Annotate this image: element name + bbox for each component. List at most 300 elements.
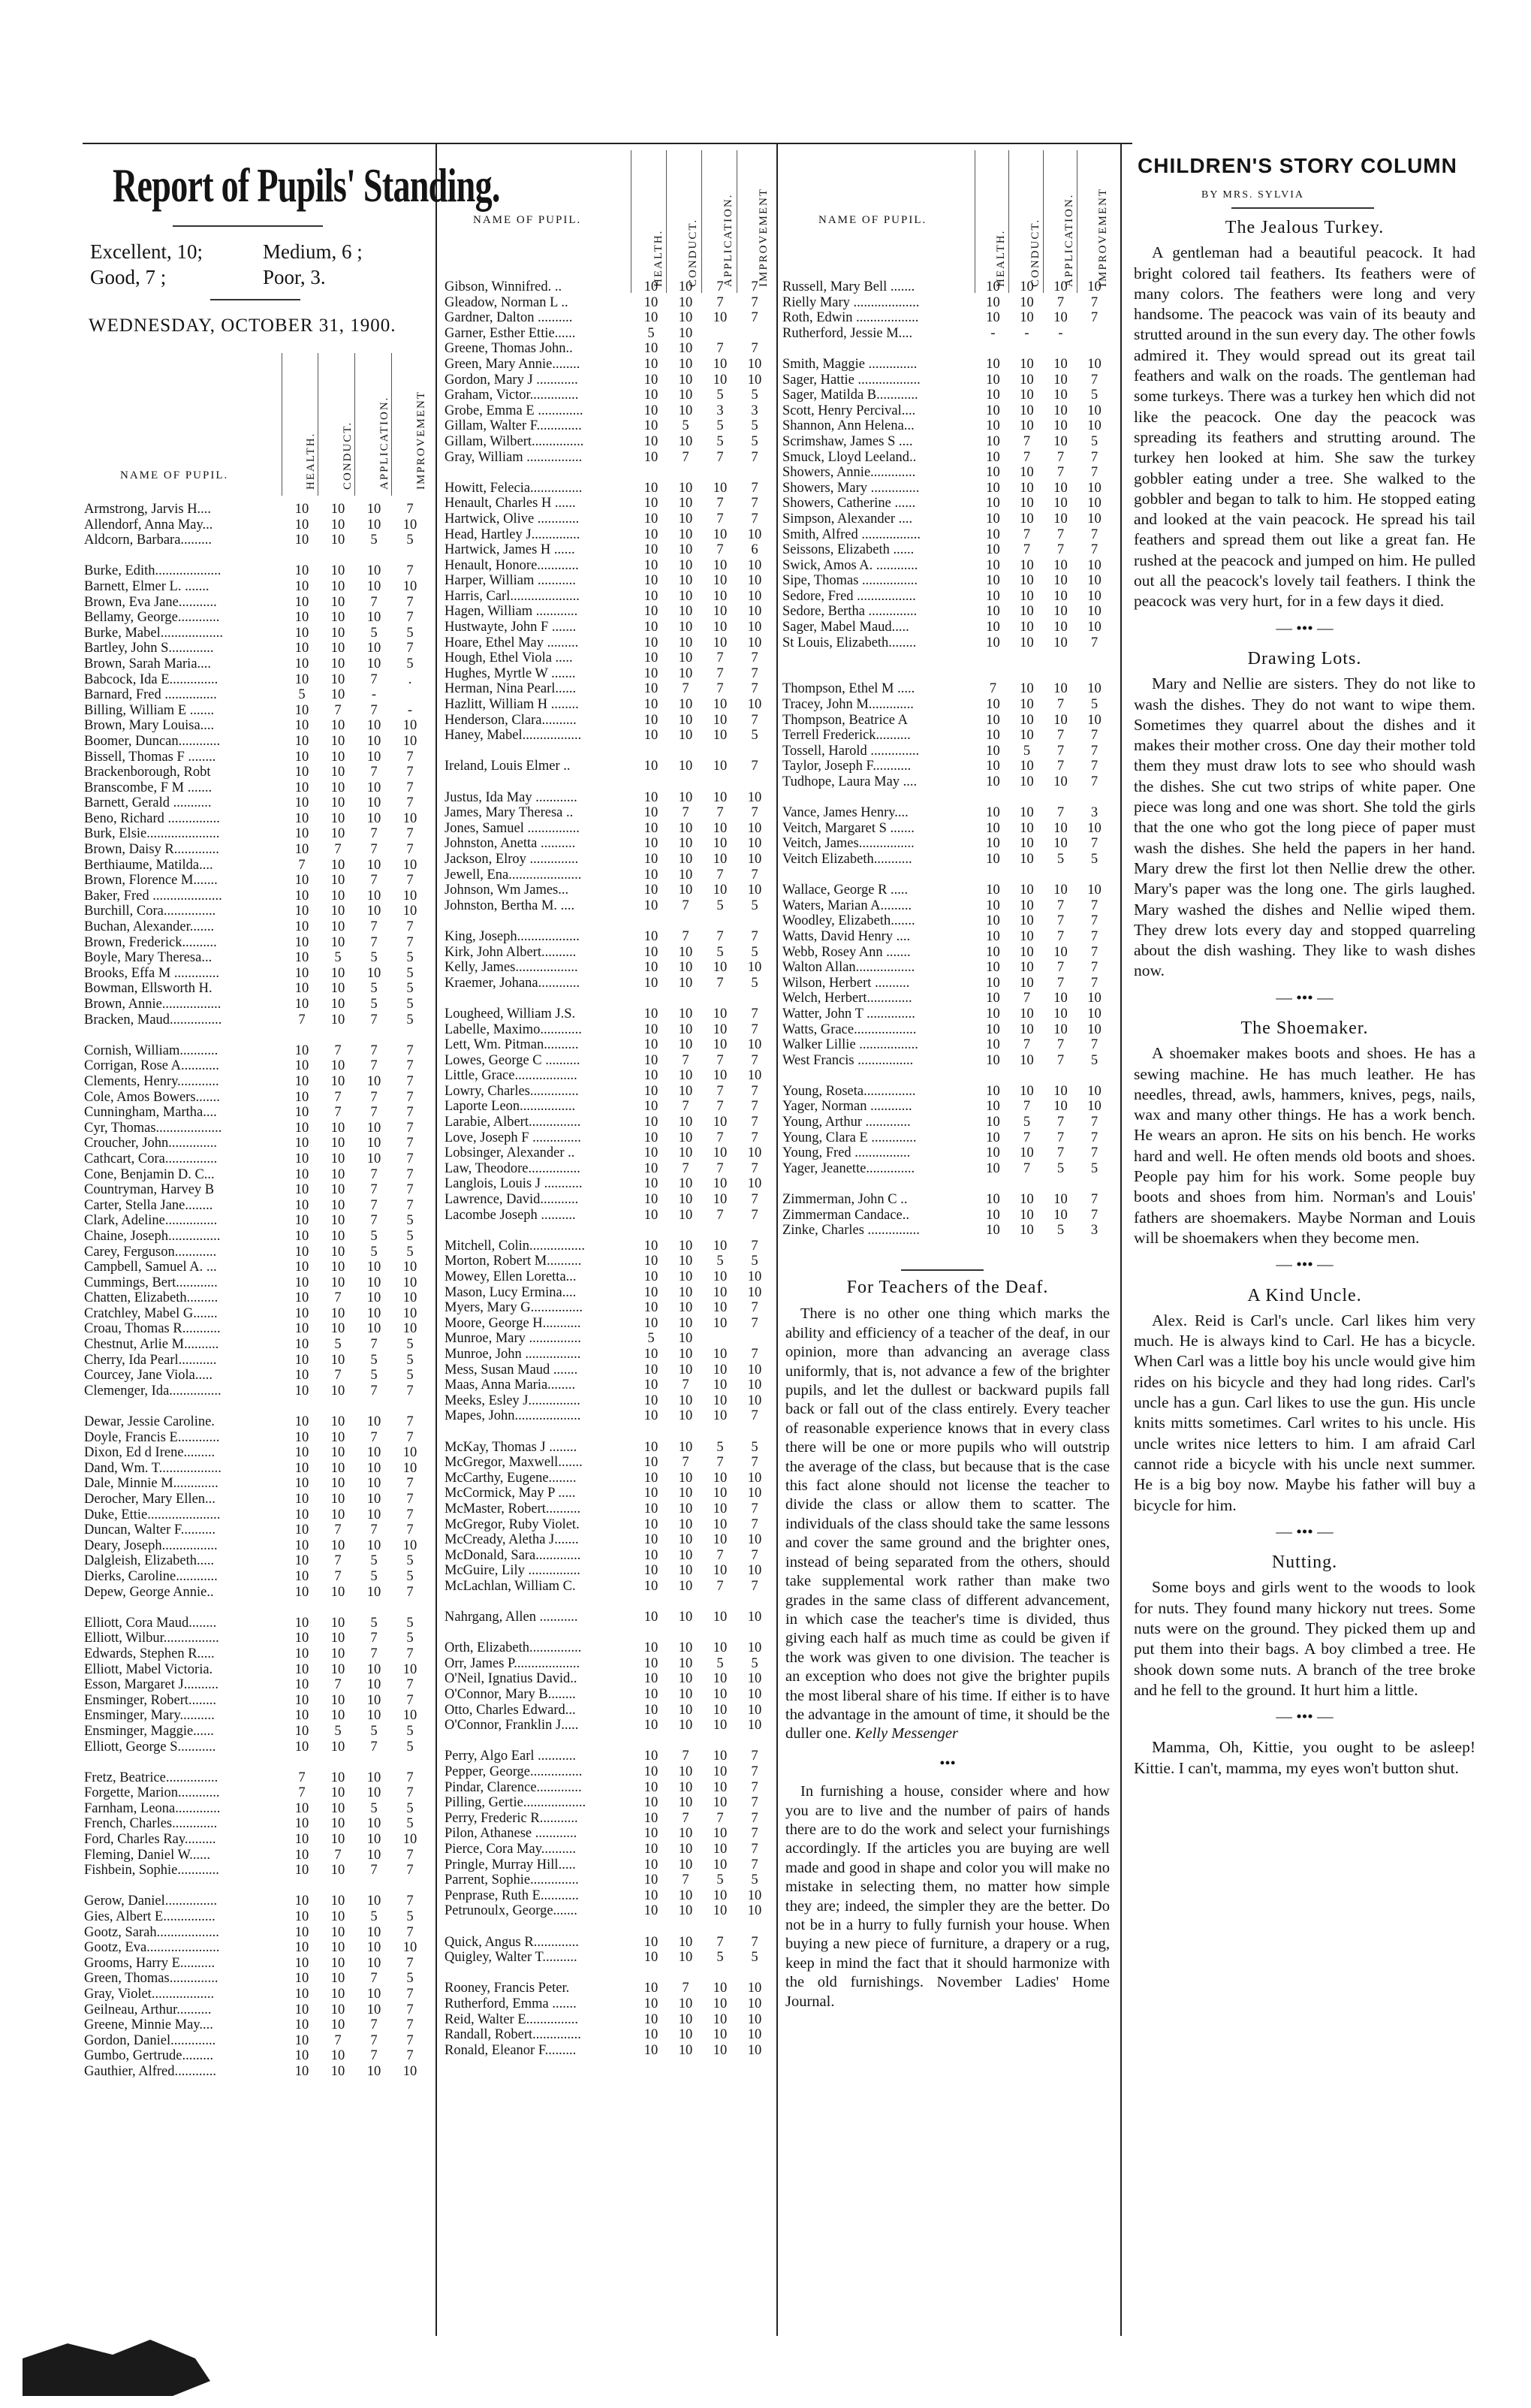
pupil-name: Gibson, Winnifred. .. [445,279,562,294]
conduct-score: 10 [678,883,693,898]
improvement-score: 7 [406,641,414,656]
health-score: 7 [298,1785,306,1801]
pupil-row [84,641,431,656]
application-score: 10 [366,904,381,919]
conduct-score: 10 [330,749,345,765]
application-score: 7 [1056,975,1065,991]
application-score: 7 [1056,743,1065,759]
improvement-score: 7 [751,1099,758,1115]
conduct-score: 5 [334,1337,342,1353]
pupil-name: Hough, Ethel Viola ..... [445,650,573,666]
health-score: 10 [643,604,659,620]
conduct-score: 10 [678,1547,693,1563]
improvement-score: 7 [751,341,758,357]
pupil-name: Otto, Charles Edward... [445,1702,576,1718]
application-score: 10 [1053,388,1068,403]
health-score: 10 [643,1254,659,1269]
row-gap [782,1068,1113,1084]
pupil-name: Dixon, Ed d Irene......... [84,1445,215,1461]
pupil-name: Clark, Adeline............... [84,1213,218,1229]
pupil-row [782,465,1113,481]
application-score: 10 [366,1816,381,1832]
improvement-score: 10 [747,836,762,852]
pupil-row [84,1136,431,1151]
application-score: 10 [713,1532,728,1548]
conduct-score: 5 [1023,1115,1031,1130]
application-score: 5 [716,388,724,403]
improvement-score: 5 [406,1800,414,1816]
health-score: 10 [294,842,309,858]
improvement-score: 10 [747,620,762,635]
pupil-row [445,1347,775,1362]
health-score: 10 [294,563,309,579]
conduct-score: 10 [1020,388,1034,403]
health-score: 10 [986,1115,1000,1130]
improvement-score: 10 [747,1671,762,1687]
application-score: 7 [716,1130,724,1145]
conduct-score: 10 [330,1058,345,1074]
pupil-row [782,1022,1113,1038]
pupil-row [84,579,431,595]
health-score: 10 [643,2027,659,2043]
pupil-name: McLachlan, William C. [445,1578,576,1594]
application-score: 7 [370,1105,378,1121]
pupil-row [84,626,431,641]
application-score: 7 [370,1739,378,1755]
improvement-score: 7 [1090,913,1099,929]
pupil-row [445,295,775,311]
teachers-article-title: For Teachers of the Deaf. [846,1278,1049,1297]
conduct-score: 10 [330,1120,345,1136]
improvement-score: 5 [406,1723,414,1739]
pupil-row [445,713,775,729]
application-score: 7 [1056,960,1065,976]
pupil-name: Chaine, Joseph............... [84,1228,221,1244]
health-score: 10 [643,1115,659,1130]
conduct-score: 10 [678,1470,693,1486]
application-score: 5 [716,1254,724,1269]
application-score: 7 [370,1646,378,1661]
conduct-score: 10 [1020,635,1034,650]
health-score: 10 [643,542,659,558]
application-score: 10 [713,759,728,774]
health-score: 10 [294,1507,309,1522]
improvement-score [1077,326,1111,342]
improvement-score: 7 [751,1006,758,1021]
pupil-name: King, Joseph.................. [445,928,580,944]
application-score: 7 [716,1578,724,1594]
health-score: 10 [643,1718,659,1734]
pupil-row [445,1362,775,1378]
pupil-name: McGuire, Lily ............... [445,1563,580,1579]
improvement-score: 10 [1087,279,1102,294]
improvement-score: 7 [406,1863,414,1878]
conduct-score: 10 [1020,1145,1034,1161]
improvement-score: 7 [406,1414,414,1430]
health-score: 10 [643,1238,659,1254]
application-score: 10 [366,1492,381,1507]
pupil-name: Veitch, James................ [782,836,915,852]
pupil-row [445,1084,775,1100]
improvement-score: . [408,671,412,687]
conduct-score: 7 [682,1052,689,1068]
pupil-row [445,681,775,697]
health-score: 10 [294,1615,309,1631]
health-score: 10 [643,1640,659,1656]
pupil-row [84,1476,431,1492]
pupil-name: Cyr, Thomas................... [84,1120,222,1136]
pupil-name: Thompson, Beatrice A [782,712,908,728]
conduct-score: 10 [678,635,693,650]
pupil-row [445,1842,775,1857]
pupil-name: McGregor, Ruby Violet. [445,1516,580,1532]
row-gap [84,1878,431,1894]
improvement-score: 10 [402,718,417,734]
health-score: 10 [294,1677,309,1693]
improvement-score: 10 [1087,356,1102,372]
pupil-name: Farnham, Leona............. [84,1800,221,1816]
pupil-name: Petrunoulx, George....... [445,1903,577,1919]
conduct-score: 10 [330,1940,345,1956]
improvement-score: 10 [1087,557,1102,573]
story-article [1134,1553,1475,1727]
pupil-name: Courcey, Jane Viola..... [84,1368,212,1384]
pupil-row [445,1996,775,2012]
improvement-score: 7 [751,1795,758,1811]
pupil-name: Burchill, Cora............... [84,904,216,919]
improvement-score: 10 [747,2011,762,2027]
improvement-score: 7 [406,1677,414,1693]
improvement-score: 7 [406,2048,414,2064]
conduct-score: 7 [682,1872,689,1888]
pupil-row [782,883,1113,898]
conduct-score: 10 [330,765,345,780]
conduct-score: 10 [330,1305,345,1321]
conduct-score: 10 [330,1321,345,1337]
pupil-name: McCarthy, Eugene........ [445,1470,577,1486]
improvement-score: 7 [1090,743,1099,759]
pupil-name: Dale, Minnie M............. [84,1476,218,1492]
conduct-score: 10 [1020,620,1034,635]
improvement-score: 5 [751,728,758,744]
improvement-score: 10 [747,960,762,976]
health-score: 10 [643,1130,659,1145]
improvement-score: 7 [1090,928,1099,944]
conduct-score: 10 [678,372,693,388]
conduct-score: 10 [678,1795,693,1811]
pupil-name: Dand, Wm. T.................. [84,1460,222,1476]
health-score: 10 [294,625,309,641]
pupil-name: Cole, Amos Bowers....... [84,1089,220,1105]
pupil-row [782,496,1113,511]
pupil-name: Vance, James Henry.... [782,805,909,821]
conduct-score: 10 [1020,975,1034,991]
pupil-row [782,357,1113,373]
application-score: 10 [1053,681,1068,697]
application-score: 7 [716,650,724,666]
improvement-score: 10 [747,1068,762,1084]
pupil-name: Lougheed, William J.S. [445,1006,576,1021]
health-score: 10 [294,1476,309,1492]
conduct-score: 7 [682,1810,689,1826]
application-score: 7 [716,681,724,697]
application-score: 10 [713,1145,728,1161]
pupil-name: Geilneau, Arthur.......... [84,2002,212,2017]
pupil-row [445,1718,775,1734]
pupil-row [445,1115,775,1130]
story-article-body: Alex. Reid is Carl's uncle. Carl likes him very much. He is always kind to Carl. He has a bicycle. When Carl was a little boy his uncle would give him rides on his bicycle and they had long rides. Carl's uncle has a gun. Carl likes to use the gun. His uncle knits mitts sometimes. Carl writes to his uncle. His uncle writes nice letters to him. I am afraid Carl cannot ride a bicycle with his uncle next summer. He is a big boy now. Maybe his father will buy a bicycle for him. [1134,1311,1475,1514]
health-score: 10 [643,1160,659,1176]
application-score: 10 [1053,1083,1068,1099]
application-score: 10 [713,635,728,650]
pupil-row [84,1492,431,1507]
health-score: 10 [294,1537,309,1553]
application-score: 10 [713,1300,728,1316]
improvement-score: 10 [747,1037,762,1053]
conduct-score: 10 [678,1702,693,1718]
application-score: 10 [1053,991,1068,1006]
pupil-name: Elliott, Cora Maud........ [84,1615,217,1631]
conduct-score: 7 [682,1160,689,1176]
improvement-score: 10 [747,557,762,573]
conduct-score: 10 [330,1507,345,1522]
improvement-score: 5 [406,1228,414,1244]
pupil-row [782,1053,1113,1069]
improvement-score: 7 [406,919,414,935]
pupil-row [84,2033,431,2049]
health-score: 10 [294,533,309,548]
row-gap [782,1176,1113,1192]
health-score: 10 [643,1393,659,1408]
pupil-row [782,573,1113,589]
conduct-score: 10 [330,857,345,873]
pupil-name: Pepper, George............... [445,1764,583,1779]
health-score: 10 [643,279,659,294]
health-score: 10 [643,1052,659,1068]
conduct-score: 10 [678,1764,693,1779]
pupil-row [782,929,1113,945]
row-gap [782,790,1113,806]
conduct-score: 10 [330,1414,345,1430]
header-health: HEALTH. [652,229,665,287]
health-score: 10 [643,1749,659,1764]
conduct-score: 10 [1020,403,1034,418]
pupil-row [445,1269,775,1285]
pupil-row [84,935,431,951]
pupil-name: Russell, Mary Bell ....... [782,279,915,294]
health-score: 10 [643,1887,659,1903]
pupil-name: Head, Hartley J.............. [445,527,580,542]
pupil-row [782,1037,1113,1053]
health-score: 10 [294,1909,309,1925]
pupil-name: Labelle, Maximo............ [445,1021,582,1037]
conduct-score: 10 [1020,511,1034,527]
application-score: 10 [713,2027,728,2043]
pupil-row [782,1208,1113,1224]
health-score: 10 [643,573,659,589]
pupil-name: Lowry, Charles.............. [445,1083,579,1099]
row-gap [445,1919,775,1935]
pupil-name: Elliott, George S........... [84,1739,216,1755]
health-score: 10 [294,1043,309,1058]
pupil-name: Munroe, John ................ [445,1346,581,1362]
application-score: 10 [713,620,728,635]
application-score: 10 [713,960,728,976]
pupil-name: Orth, Elizabeth............... [445,1640,582,1656]
pupil-name: Brown, Annie................. [84,997,222,1012]
health-score: 10 [294,1924,309,1940]
conduct-score: 10 [330,1476,345,1492]
pupil-name: Quigley, Walter T.......... [445,1950,577,1966]
conduct-score: 7 [682,805,689,821]
conduct-score: 7 [334,1043,342,1058]
health-score: 10 [643,1826,659,1842]
table-header [83,353,429,496]
conduct-score: 10 [330,1800,345,1816]
application-score: 10 [1053,604,1068,620]
conduct-score: 7 [334,1290,342,1306]
pupil-name: Rooney, Francis Peter. [445,1981,570,1996]
pupil-row [782,713,1113,729]
improvement-score: 10 [1087,480,1102,496]
application-score: 3 [716,403,724,418]
health-score: 10 [986,805,1000,821]
health-score: 10 [294,1260,309,1275]
application-score: 7 [370,1522,378,1538]
health-score: 10 [986,449,1000,465]
health-score: 10 [294,1058,309,1074]
pupil-row [445,1687,775,1703]
story-article-title: The Shoemaker. [1240,1018,1369,1038]
improvement-score: 10 [747,1610,762,1625]
improvement-score: 7 [1090,372,1099,388]
pupil-name: Dalgleish, Elizabeth..... [84,1553,215,1569]
pupil-name: Hartwick, Olive ............ [445,511,580,527]
conduct-score: 7 [682,1981,689,1996]
pupil-row [445,1656,775,1672]
health-score: 10 [643,1021,659,1037]
pupil-name: Howitt, Felecia............... [445,480,583,496]
improvement-score: 7 [406,749,414,765]
application-score: 7 [370,765,378,780]
application-score: 7 [716,1934,724,1950]
pupil-name: Brown, Florence M....... [84,873,218,889]
application-score: 10 [713,573,728,589]
pupil-row [445,635,775,651]
health-score: 10 [294,1863,309,1878]
health-score: - [990,325,996,341]
improvement-score: 10 [747,635,762,650]
application-score: 7 [716,1099,724,1115]
application-score: 10 [1053,356,1068,372]
header-health: HEALTH. [995,229,1007,287]
application-score: 7 [370,1383,378,1399]
health-score: 10 [986,1192,1000,1208]
improvement-score: 5 [406,1971,414,1987]
conduct-score: 10 [678,1331,693,1347]
improvement-score: 5 [751,1254,758,1269]
pupil-name: Pindar, Clarence............. [445,1779,582,1795]
pupil-name: Rutherford, Jessie M.... [782,325,913,341]
improvement-score: 7 [406,1105,414,1121]
conduct-score: 10 [330,965,345,981]
pupil-name: Gootz, Eva..................... [84,1940,220,1956]
application-score: 7 [1056,928,1065,944]
health-score: 10 [294,1275,309,1290]
article-separator: — ••• — [1276,618,1334,637]
improvement-score: - [407,702,413,718]
health-score: 10 [986,820,1000,836]
conduct-score: 10 [678,480,693,496]
conduct-score: 10 [330,1770,345,1785]
improvement-score: 7 [406,780,414,795]
health-score: 10 [643,805,659,821]
pupil-row [84,656,431,672]
pupil-name: Veitch, Margaret S ....... [782,820,915,836]
improvement-score: 7 [751,1315,758,1331]
health-score: 10 [294,1120,309,1136]
pupil-name: Clements, Henry............ [84,1073,219,1089]
pupil-name: Bellamy, George............ [84,610,220,626]
health-score: 10 [643,697,659,713]
health-score: 10 [643,789,659,805]
pupil-name: St Louis, Elizabeth........ [782,635,917,650]
health-score: 10 [294,1151,309,1166]
pupil-name: Aldcorn, Barbara......... [84,533,212,548]
pupil-row [445,1285,775,1301]
application-score: 10 [366,1476,381,1492]
story-article [1134,1286,1475,1543]
health-score: 10 [294,1940,309,1956]
pupil-row [84,1538,431,1554]
pupil-name: Ensminger, Mary.......... [84,1708,215,1724]
health-score: 10 [643,1857,659,1872]
pupil-row [782,481,1113,496]
pupil-name: Dierks, Caroline............ [84,1568,218,1584]
pupil-row [84,826,431,842]
pupil-row [84,873,431,889]
application-score: 10 [366,1445,381,1461]
health-score: 10 [294,702,309,718]
health-score: 10 [643,820,659,836]
conduct-score: 10 [678,851,693,867]
pupil-row [445,1455,775,1471]
pupil-name: Sager, Mabel Maud..... [782,620,909,635]
pupil-name: Rielly Mary ................... [782,294,920,310]
application-score: 10 [1053,372,1068,388]
conduct-score: 10 [678,356,693,372]
application-score: 10 [1053,1099,1068,1115]
improvement-score: 7 [751,681,758,697]
improvement-score: 7 [751,1779,758,1795]
pupil-name: Reid, Walter E............... [445,2011,578,2027]
conduct-score: 10 [330,2063,345,2079]
pupil-name: Sipe, Thomas ................ [782,573,918,589]
improvement-score: 7 [406,1492,414,1507]
improvement-score: 5 [406,981,414,997]
health-score: 10 [643,403,659,418]
application-score: 7 [370,873,378,889]
health-score: 10 [294,765,309,780]
health-score: 10 [294,1847,309,1863]
pupil-row [84,1662,431,1678]
pupil-name: Green, Mary Annie........ [445,356,580,372]
pupil-row [84,1105,431,1121]
improvement-score: 7 [406,1955,414,1971]
pupil-row [445,1749,775,1764]
conduct-score: 5 [334,950,342,966]
health-score: 10 [643,1578,659,1594]
